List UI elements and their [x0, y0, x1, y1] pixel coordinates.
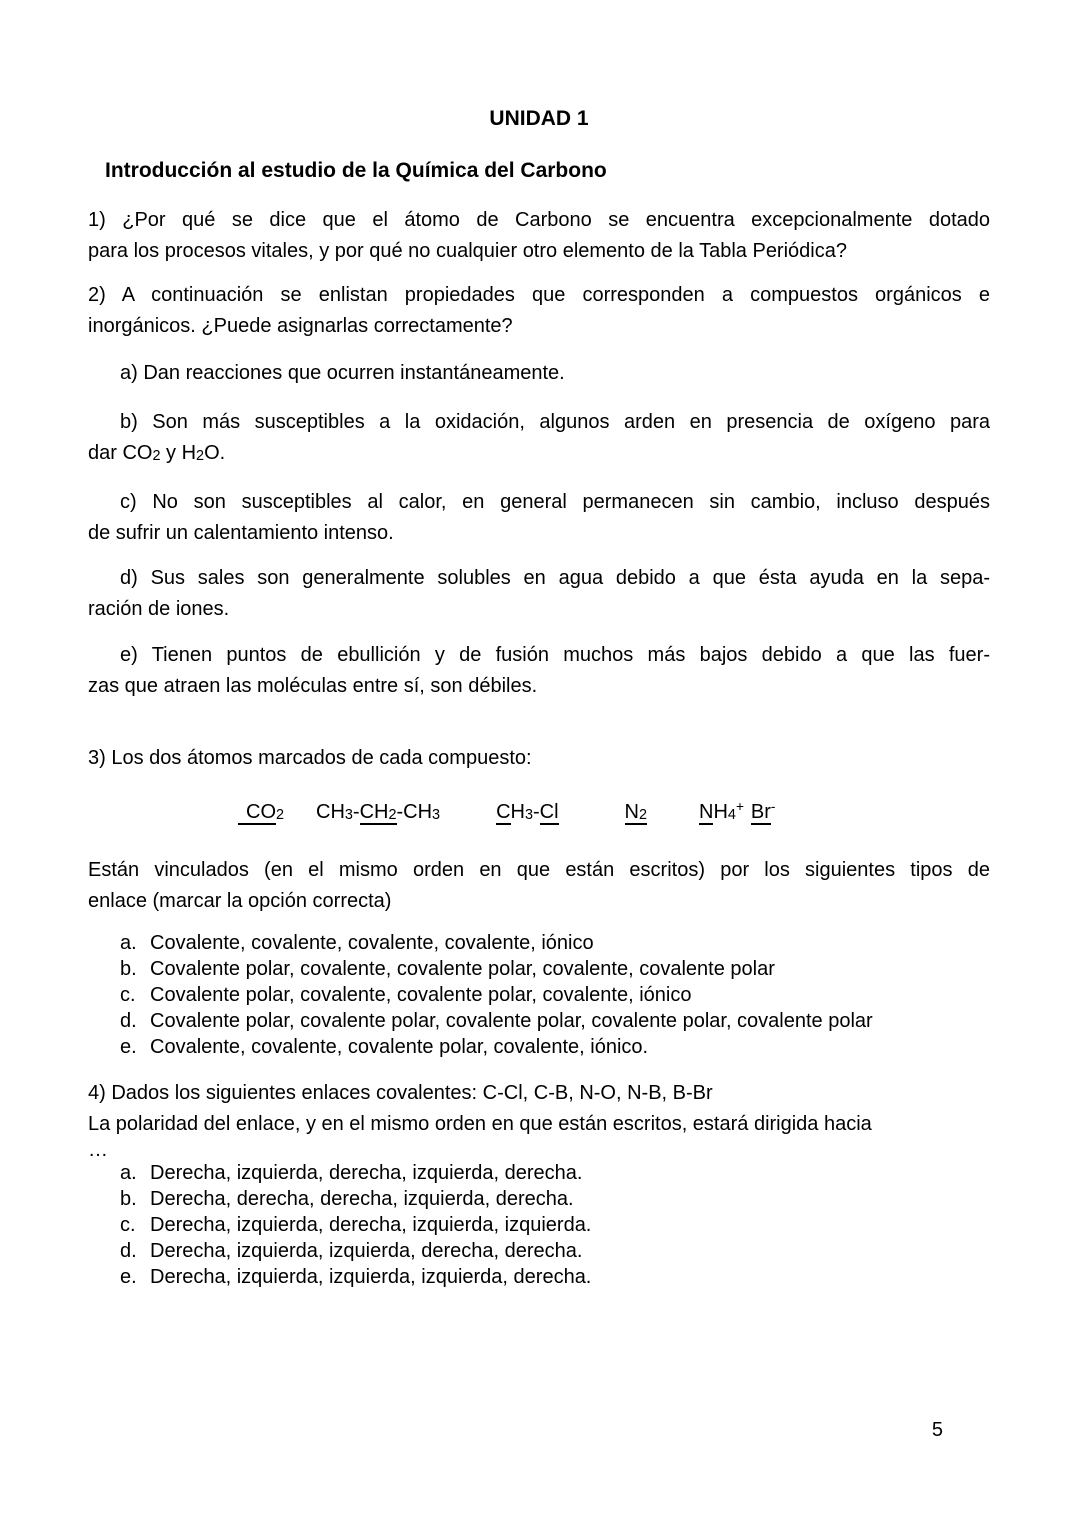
question-3-statement	[88, 855, 990, 917]
subscript: 2	[276, 807, 285, 824]
option-row-a	[88, 930, 990, 956]
question-4-ellipsis: …	[88, 1139, 108, 1162]
question-1-line1: 1) ¿Por qué se dice que el átomo de Carbono se encuentra excepcionalmente dotado	[88, 209, 990, 231]
question-4-options	[88, 1160, 990, 1290]
option-letter: e.	[120, 1266, 137, 1289]
marked-atoms: CO	[238, 801, 276, 825]
formula-text: N	[624, 800, 639, 823]
option-row-c	[88, 982, 990, 1008]
question-4	[88, 1078, 990, 1160]
question-2-item-d-line2: ración de iones.	[88, 598, 230, 621]
option-row-d	[88, 1008, 990, 1034]
subscript: 3	[524, 807, 533, 824]
option-letter: c.	[120, 1214, 136, 1237]
option-letter: b.	[120, 958, 137, 981]
question-2-item-b-line2	[88, 438, 990, 472]
option-row-d	[88, 1238, 990, 1264]
question-3-intro-line: 3) Los dos átomos marcados de cada compuesto:	[88, 747, 532, 770]
formula-text: H	[713, 800, 728, 823]
question-2-item-b-line1: b) Son más susceptibles a la oxidación, algunos arden en presencia de oxígeno para	[120, 411, 990, 433]
subscript: 2	[152, 448, 161, 465]
question-2-item-c-line2: de sufrir un calentamiento intenso.	[88, 522, 394, 545]
question-2-item-b	[88, 407, 990, 472]
marked-atoms: Cl	[539, 800, 559, 823]
option-letter: a.	[120, 1162, 137, 1185]
option-letter: b.	[120, 1188, 137, 1211]
option-text: Derecha, izquierda, izquierda, izquierda, derecha.	[150, 1266, 592, 1289]
question-2-item-e	[88, 640, 990, 702]
superscript: +	[735, 799, 744, 815]
compound-co2	[238, 797, 284, 831]
subscript: 4	[727, 807, 736, 824]
marked-atoms	[625, 801, 647, 825]
page-number: 5	[931, 1419, 943, 1441]
page-title: UNIDAD 1	[489, 107, 589, 130]
subscript: 3	[432, 807, 441, 824]
formula-text: -	[352, 800, 360, 823]
question-2-item-d-line1: d) Sus sales son generalmente solubles en agua debido a que ésta ayuda en la sepa-	[120, 567, 990, 590]
formula-text: O.	[204, 442, 226, 464]
question-2-item-d	[88, 563, 990, 625]
formula-text: y H	[160, 442, 197, 464]
question-4-line2: La polaridad del enlace, y en el mismo orden en que están escritos, estará dirigida hacia	[88, 1113, 872, 1136]
option-row-c	[88, 1212, 990, 1238]
compound-ammonium-bromide	[699, 791, 775, 831]
option-row-b	[88, 1186, 990, 1212]
marked-atoms: C	[496, 800, 511, 823]
option-text: Covalente, covalente, covalente, covalente, iónico	[150, 932, 594, 955]
option-row-a	[88, 1160, 990, 1186]
subscript: 2	[196, 448, 205, 465]
superscript: -	[770, 799, 776, 815]
question-1	[88, 205, 990, 267]
formula-text: H	[510, 800, 525, 823]
formula-text: -	[532, 800, 540, 823]
option-row-e	[88, 1264, 990, 1290]
option-row-e	[88, 1034, 990, 1060]
option-letter: a.	[120, 932, 137, 955]
question-2-item-c	[88, 487, 990, 549]
question-2-item-a	[88, 358, 990, 389]
subscript: 2	[639, 807, 648, 824]
question-3-options	[88, 930, 990, 1060]
option-text: Derecha, izquierda, derecha, izquierda, izquierda.	[150, 1214, 592, 1237]
marked-atoms: N	[699, 800, 714, 823]
question-2-intro	[88, 280, 990, 342]
question-2-item-a-line1: a) Dan reacciones que ocurren instantáneamente.	[120, 362, 565, 384]
question-2-item-e-line2: zas que atraen las moléculas entre sí, son débiles.	[88, 675, 538, 698]
compound-n2	[625, 797, 647, 831]
question-2-intro-line2: inorgánicos. ¿Puede asignarlas correctamente?	[88, 315, 513, 337]
marked-atoms: Br	[750, 800, 771, 823]
formula-text: CH	[316, 800, 345, 823]
formula-text: -CH	[396, 800, 433, 823]
option-text: Covalente polar, covalente, covalente polar, covalente, iónico	[150, 984, 692, 1007]
option-text: Derecha, derecha, derecha, izquierda, derecha.	[150, 1188, 574, 1211]
question-3-intro	[88, 743, 990, 774]
option-letter: c.	[120, 984, 136, 1007]
option-letter: d.	[120, 1240, 137, 1263]
option-row-b	[88, 956, 990, 982]
question-2-item-e-line1: e) Tienen puntos de ebullición y de fusión muchos más bajos debido a que las fuer-	[120, 644, 990, 667]
option-text: Covalente polar, covalente polar, covalente polar, covalente polar, covalente polar	[150, 1010, 873, 1033]
question-4-line1: 4) Dados los siguientes enlaces covalentes: C-Cl, C-B, N-O, N-B, B-Br	[88, 1082, 713, 1105]
question-2-intro-line1: 2) A continuación se enlistan propiedades que corresponden a compuestos orgánicos e	[88, 284, 990, 306]
question-2-item-c-line1: c) No son susceptibles al calor, en general permanecen sin cambio, incluso después	[120, 491, 990, 514]
option-letter: e.	[120, 1036, 137, 1059]
subscript: 2	[388, 807, 397, 824]
option-text: Derecha, izquierda, izquierda, derecha, derecha.	[150, 1240, 583, 1263]
question-3-statement-line2: enlace (marcar la opción correcta)	[88, 890, 392, 913]
formula-text: dar CO	[88, 442, 153, 464]
question-3-compounds	[88, 791, 990, 831]
option-text: Covalente, covalente, covalente polar, covalente, iónico.	[150, 1036, 649, 1059]
marked-atoms	[360, 801, 397, 825]
option-text: Covalente polar, covalente, covalente polar, covalente, covalente polar	[150, 958, 775, 981]
compound-propane	[316, 797, 440, 831]
option-text: Derecha, izquierda, derecha, izquierda, derecha.	[150, 1162, 583, 1185]
subscript: 3	[344, 807, 353, 824]
compound-chloromethane	[496, 797, 558, 831]
section-heading: Introducción al estudio de la Química del Carbono	[105, 159, 607, 182]
option-letter: d.	[120, 1010, 137, 1033]
question-1-line2: para los procesos vitales, y por qué no cualquier otro elemento de la Tabla Periódica?	[88, 240, 847, 262]
question-3-statement-line1: Están vinculados (en el mismo orden en que están escritos) por los siguientes tipos de	[88, 859, 990, 882]
formula-text: CH	[359, 800, 389, 823]
